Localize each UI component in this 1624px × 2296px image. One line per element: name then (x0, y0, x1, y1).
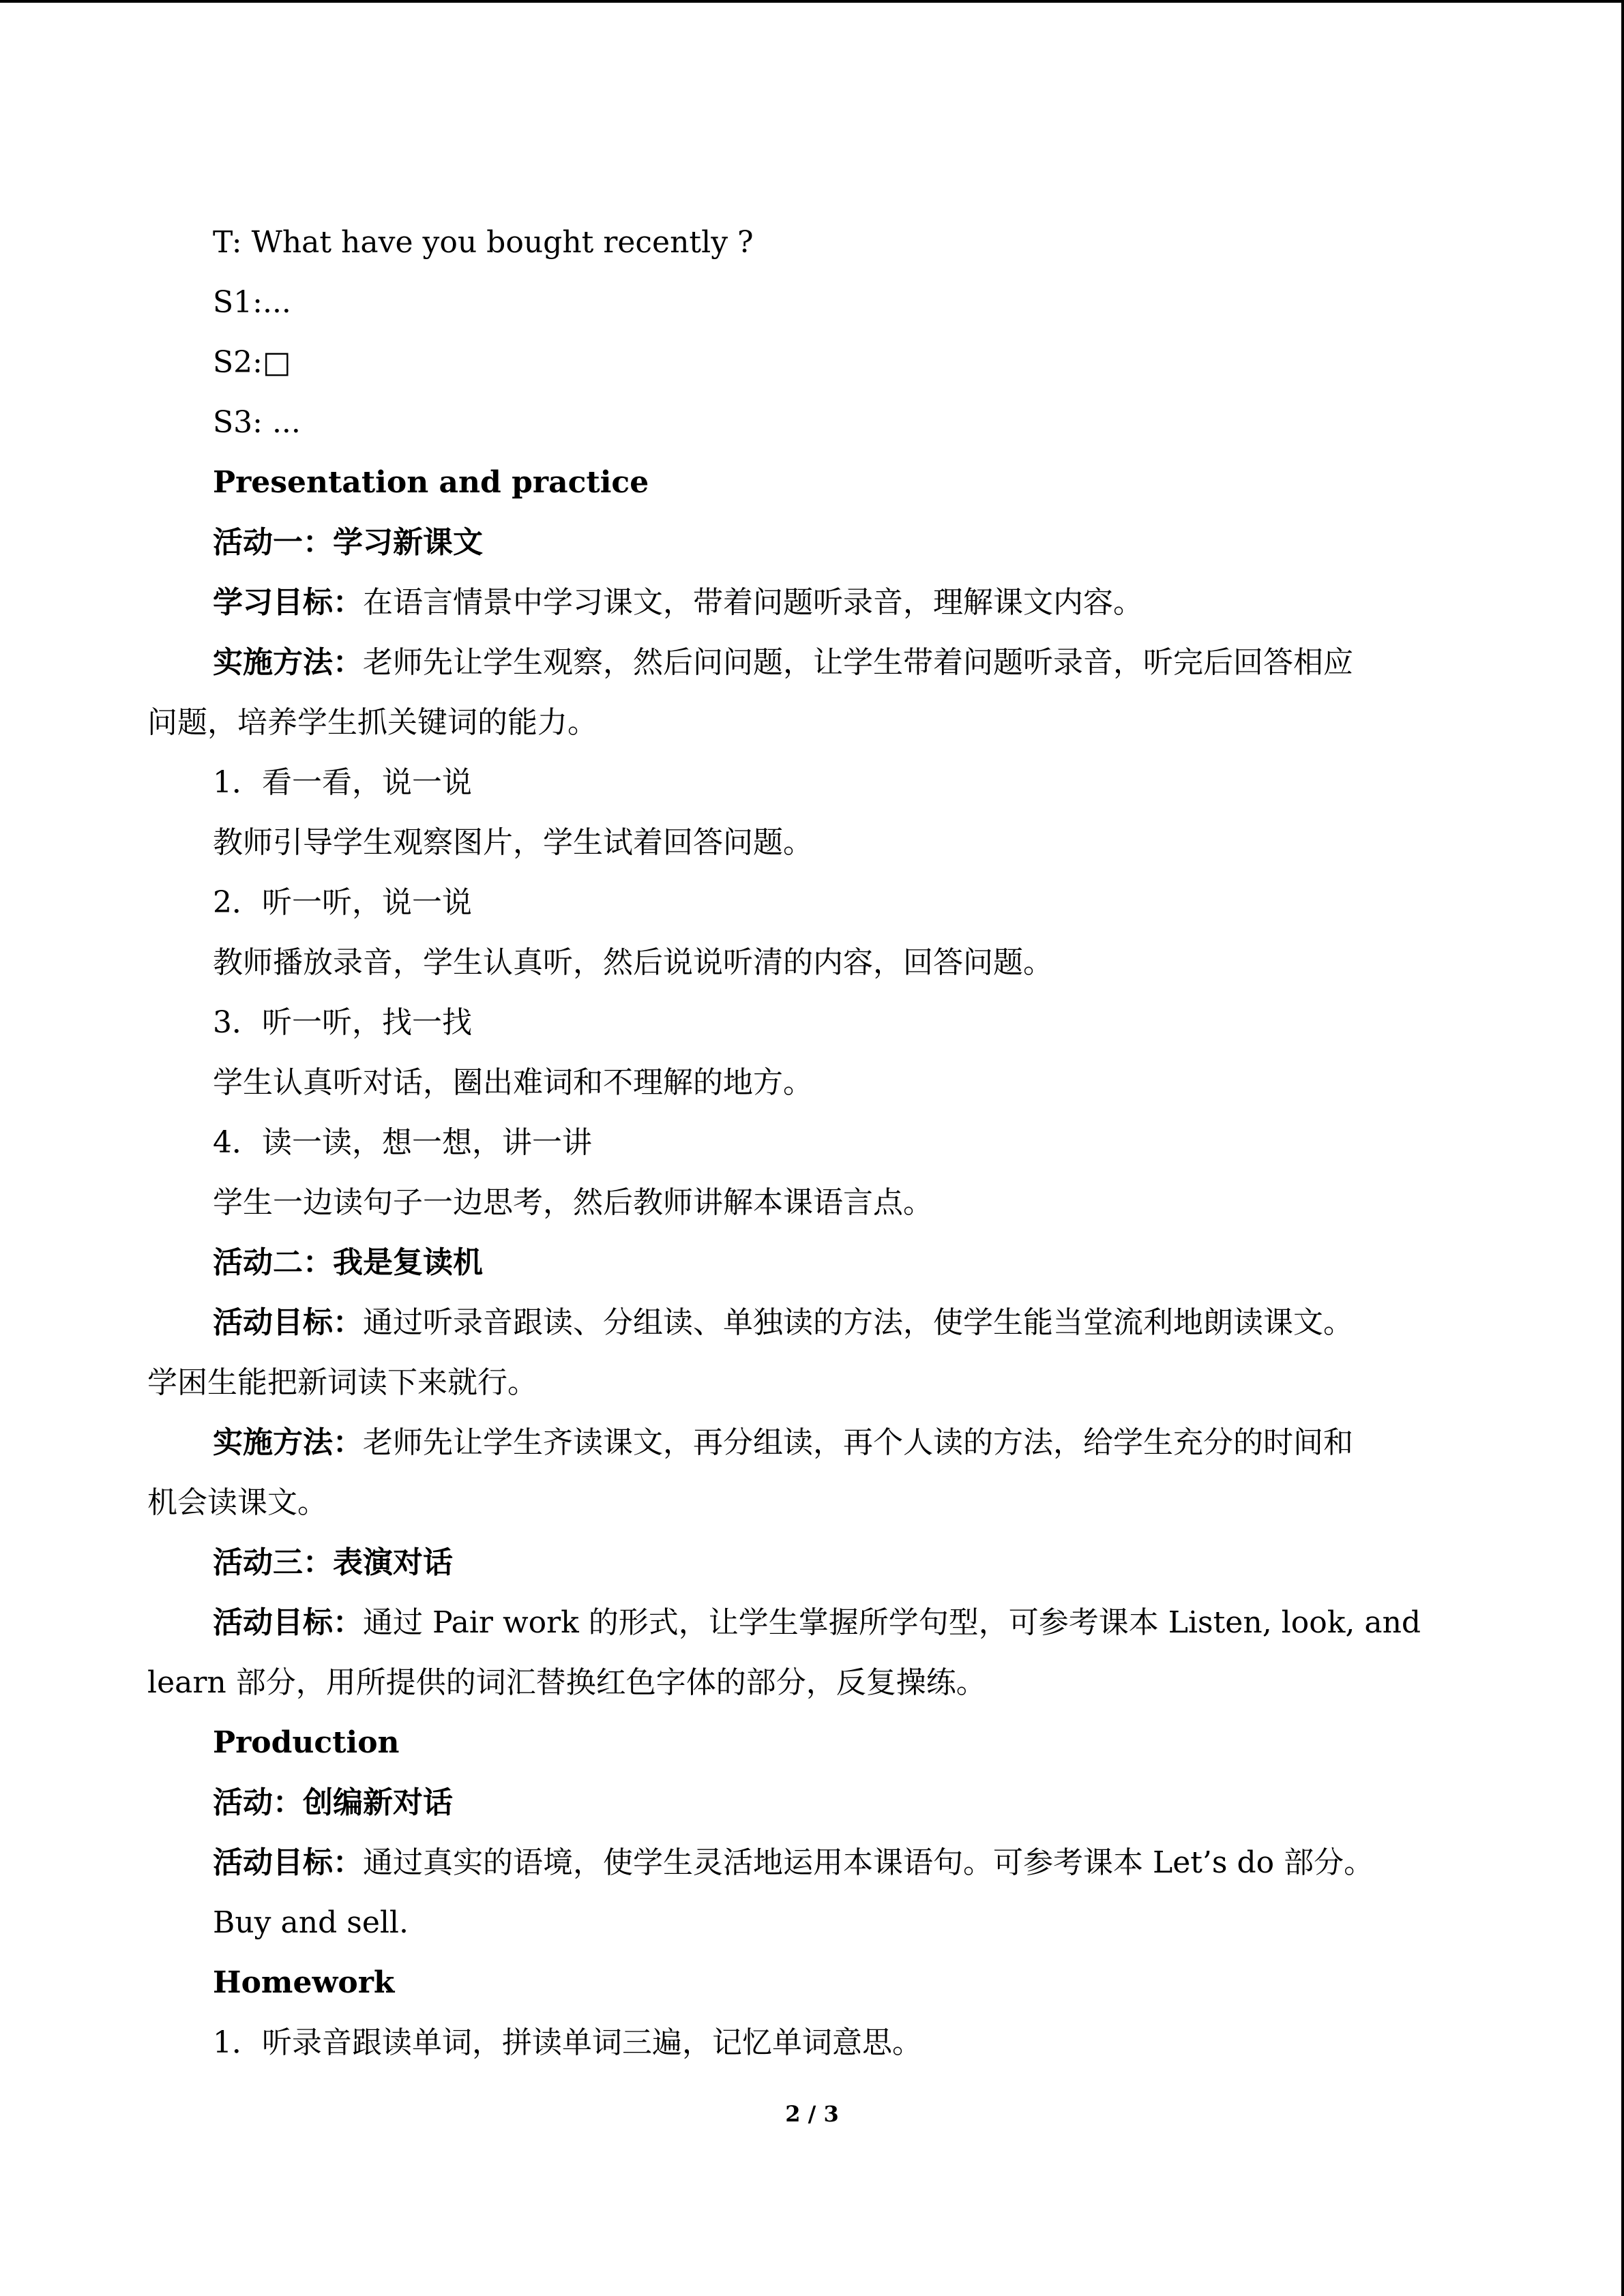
activity-3-goal (213, 1602, 1421, 1643)
step-2-title: 2．听一听，说一说 (213, 885, 472, 920)
step-3-title: 3．听一听，找一找 (213, 1005, 472, 1040)
page-number: 2 / 3 (785, 2101, 839, 2127)
goal-text: 通过 Pair work 的形式，让学生掌握所学句型，可参考课本 Listen, look, and (363, 1605, 1421, 1640)
goal-text: 通过真实的语境，使学生灵活地运用本课语句。可参考课本 Let’s do 部分。 (363, 1845, 1374, 1880)
page-border-right (1621, 0, 1624, 2296)
method-label: 实施方法： (213, 1425, 363, 1460)
activity-2-goal (213, 1302, 1353, 1343)
method-text: 老师先让学生观察，然后问问题，让学生带着问题听录音，听完后回答相应 (363, 645, 1353, 680)
activity-heading-production: 活动：创编新对话 (213, 1785, 453, 1820)
activity-2-method-cont: 机会读课文。 (147, 1485, 327, 1520)
step-2-text: 教师播放录音，学生认真听，然后说说听清的内容，回答问题。 (213, 945, 1053, 980)
production-activity: Buy and sell. (213, 1905, 409, 1940)
section-heading-production: Production (213, 1725, 400, 1760)
activity-1-goal (213, 582, 1143, 623)
goal-label: 学习目标： (213, 585, 363, 620)
dialogue-line-s1: S1:... (213, 285, 291, 320)
section-heading-homework: Homework (213, 1965, 395, 2000)
section-heading-presentation: Presentation and practice (213, 465, 649, 500)
homework-item-1: 1．听录音跟读单词，拼读单词三遍，记忆单词意思。 (213, 2025, 922, 2060)
activity-1-method (213, 642, 1481, 683)
goal-text: 通过听录音跟读、分组读、单独读的方法，使学生能当堂流利地朗读课文。 (363, 1305, 1353, 1340)
goal-label: 活动目标： (213, 1845, 363, 1880)
activity-2-method (213, 1422, 1353, 1463)
dialogue-line-s2: S2:□ (213, 345, 291, 380)
goal-label: 活动目标： (213, 1305, 363, 1340)
goal-text: 在语言情景中学习课文，带着问题听录音，理解课文内容。 (363, 585, 1143, 620)
production-goal (213, 1843, 1374, 1883)
step-4-text: 学生一边读句子一边思考，然后教师讲解本课语言点。 (213, 1185, 933, 1220)
activity-3-goal-cont: learn 部分，用所提供的词汇替换红色字体的部分，反复操练。 (147, 1665, 986, 1700)
activity-heading-2: 活动二：我是复读机 (213, 1245, 483, 1280)
step-4-title: 4．读一读，想一想，讲一讲 (213, 1125, 592, 1160)
method-text: 老师先让学生齐读课文，再分组读，再个人读的方法，给学生充分的时间和 (363, 1425, 1353, 1460)
step-1-title: 1．看一看，说一说 (213, 765, 472, 800)
dialogue-line-teacher: T: What have you bought recently ? (213, 225, 754, 260)
activity-heading-3: 活动三：表演对话 (213, 1545, 453, 1580)
page-border-top (0, 0, 1624, 3)
activity-heading-1: 活动一：学习新课文 (213, 525, 483, 560)
activity-1-method-cont: 问题，培养学生抓关键词的能力。 (147, 705, 597, 740)
method-label: 实施方法： (213, 645, 363, 680)
step-3-text: 学生认真听对话，圈出难词和不理解的地方。 (213, 1065, 813, 1100)
dialogue-line-s3: S3: ... (213, 405, 301, 440)
step-1-text: 教师引导学生观察图片，学生试着回答问题。 (213, 825, 813, 860)
goal-label: 活动目标： (213, 1605, 363, 1640)
activity-2-goal-cont: 学困生能把新词读下来就行。 (147, 1365, 537, 1400)
